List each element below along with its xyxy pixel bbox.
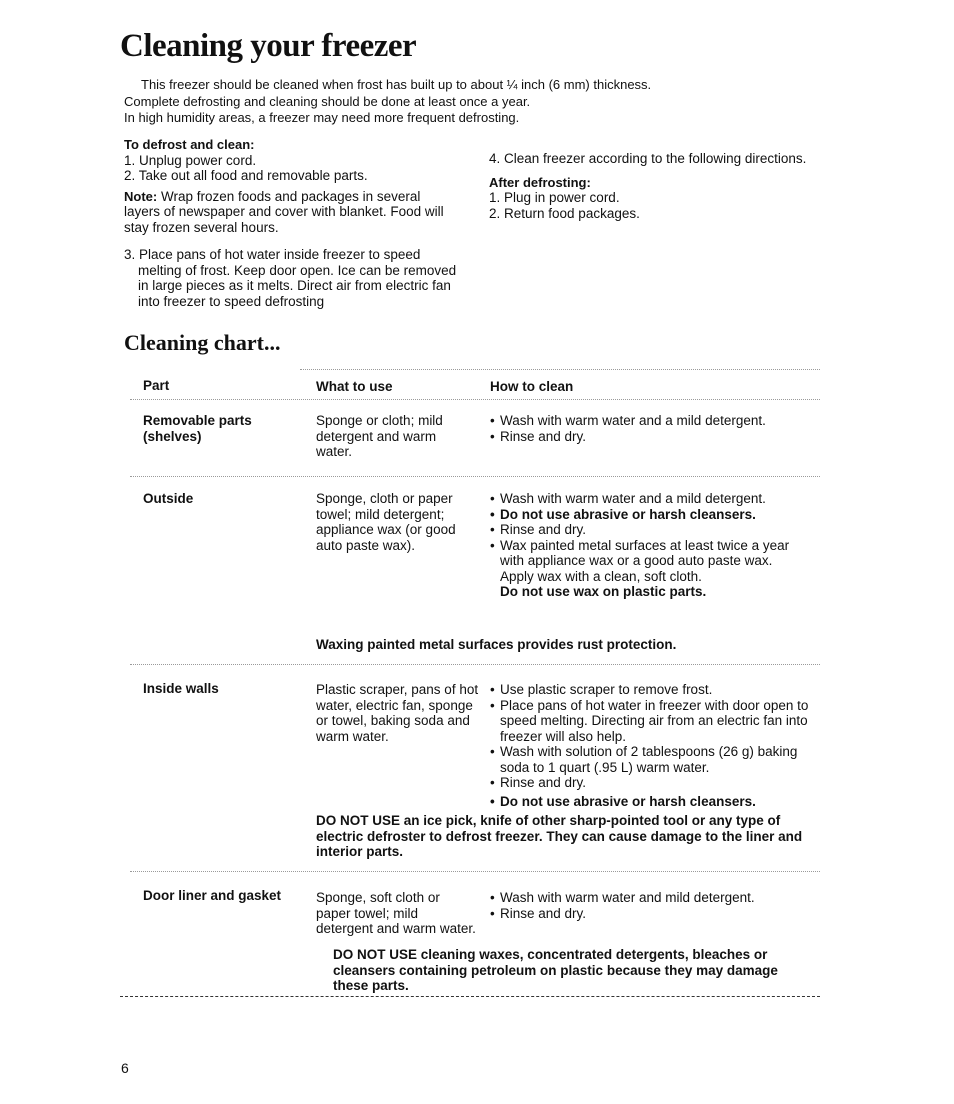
how-item: • Rinse and dry. bbox=[490, 906, 810, 922]
defrost-heading: To defrost and clean: bbox=[124, 137, 255, 152]
chart-heading: Cleaning chart... bbox=[124, 330, 281, 355]
defrost-step-3: 3. Place pans of hot water inside freezer to speed melting of frost. Keep door open. Ice can be removed in large pieces as it melts. Direct air from electric fan into freezer to speed defrosting bbox=[124, 247, 457, 309]
part-name: Removable parts (shelves) bbox=[143, 413, 252, 444]
how-to-clean-block bbox=[490, 491, 790, 600]
how-item: • Do not use abrasive or harsh cleansers. bbox=[490, 507, 790, 523]
what-to-use: Sponge, cloth or paper towel; mild detergent; appliance wax (or good auto paste wax). bbox=[316, 491, 456, 553]
part-name: Outside bbox=[143, 491, 194, 506]
header-what: What to use bbox=[316, 379, 393, 394]
header-part: Part bbox=[143, 378, 170, 393]
defrost-section bbox=[124, 137, 459, 309]
after-heading: After defrosting: bbox=[489, 174, 591, 190]
note-text: Wrap frozen foods and packages in several layers of newspaper and cover with blanket. Food will stay frozen several hours. bbox=[124, 188, 444, 235]
after-step: 1. Plug in power cord. bbox=[489, 190, 620, 205]
how-item: • Wash with warm water and mild detergent. bbox=[490, 890, 810, 906]
note-label: Note: bbox=[124, 188, 158, 204]
part-name: Inside walls bbox=[143, 681, 219, 696]
what-to-use: Sponge, soft cloth or paper towel; mild detergent and warm water. bbox=[316, 890, 476, 936]
page-title: Cleaning your freezer bbox=[120, 28, 417, 64]
defrost-step: 1. Unplug power cord. bbox=[124, 152, 257, 168]
divider bbox=[130, 664, 820, 665]
defrost-steps bbox=[124, 153, 459, 184]
how-item: • Do not use abrasive or harsh cleansers. bbox=[490, 794, 815, 810]
row-footnote: Waxing painted metal surfaces provides rust protection. bbox=[316, 637, 677, 652]
part-name: Door liner and gasket bbox=[143, 888, 282, 903]
how-item: • Wash with solution of 2 tablespoons (26 g) baking soda to 1 quart (.95 L) warm water. bbox=[490, 744, 815, 775]
how-to-clean-list bbox=[490, 491, 790, 584]
note bbox=[124, 189, 459, 236]
defrost-right-section bbox=[489, 151, 821, 221]
after-step: 2. Return food packages. bbox=[489, 205, 640, 221]
intro-line: This freezer should be cleaned when frost has built up to about ¼ inch (6 mm) thickness. bbox=[141, 77, 652, 92]
divider bbox=[130, 476, 820, 477]
intro-line: In high humidity areas, a freezer may need more frequent defrosting. bbox=[124, 110, 520, 125]
divider bbox=[130, 871, 820, 872]
how-item: • Wash with warm water and a mild detergent. bbox=[490, 413, 810, 429]
how-item: • Rinse and dry. bbox=[490, 429, 810, 445]
how-to-clean-list bbox=[490, 682, 815, 809]
how-item: • Wax painted metal surfaces at least twice a year with appliance wax or a good auto paste wax. Apply wax with a clean, soft cloth. bbox=[490, 538, 790, 585]
how-warning: Do not use wax on plastic parts. bbox=[500, 584, 707, 599]
how-to-clean-list bbox=[490, 890, 810, 921]
intro-paragraph bbox=[124, 77, 764, 127]
defrost-step: 2. Take out all food and removable parts. bbox=[124, 168, 368, 183]
divider bbox=[120, 996, 820, 997]
how-item: • Rinse and dry. bbox=[490, 775, 815, 791]
intro-line: Complete defrosting and cleaning should be done at least once a year. bbox=[124, 93, 531, 109]
header-how: How to clean bbox=[490, 379, 574, 394]
how-item: • Rinse and dry. bbox=[490, 522, 790, 538]
after-steps bbox=[489, 190, 821, 221]
how-item: • Place pans of hot water in freezer with door open to speed melting. Directing air from an electric fan into freezer will also help. bbox=[490, 698, 815, 745]
row-warning: DO NOT USE an ice pick, knife of other sharp-pointed tool or any type of electric defroster to defrost freezer. They can cause damage to the liner and interior parts. bbox=[316, 813, 803, 859]
how-item: • Use plastic scraper to remove frost. bbox=[490, 682, 815, 698]
row-warning: DO NOT USE cleaning waxes, concentrated detergents, bleaches or cleansers containing petroleum on plastic because they may damage these parts. bbox=[333, 947, 778, 993]
what-to-use: Sponge or cloth; mild detergent and warm water. bbox=[316, 413, 443, 459]
how-to-clean-list bbox=[490, 413, 810, 444]
defrost-step-4: 4. Clean freezer according to the following directions. bbox=[489, 151, 807, 166]
what-to-use: Plastic scraper, pans of hot water, electric fan, sponge or towel, baking soda and warm water. bbox=[316, 682, 479, 744]
divider bbox=[130, 399, 820, 400]
how-item: • Wash with warm water and a mild detergent. bbox=[490, 491, 790, 507]
page-number: 6 bbox=[121, 1060, 129, 1076]
divider bbox=[300, 369, 820, 370]
